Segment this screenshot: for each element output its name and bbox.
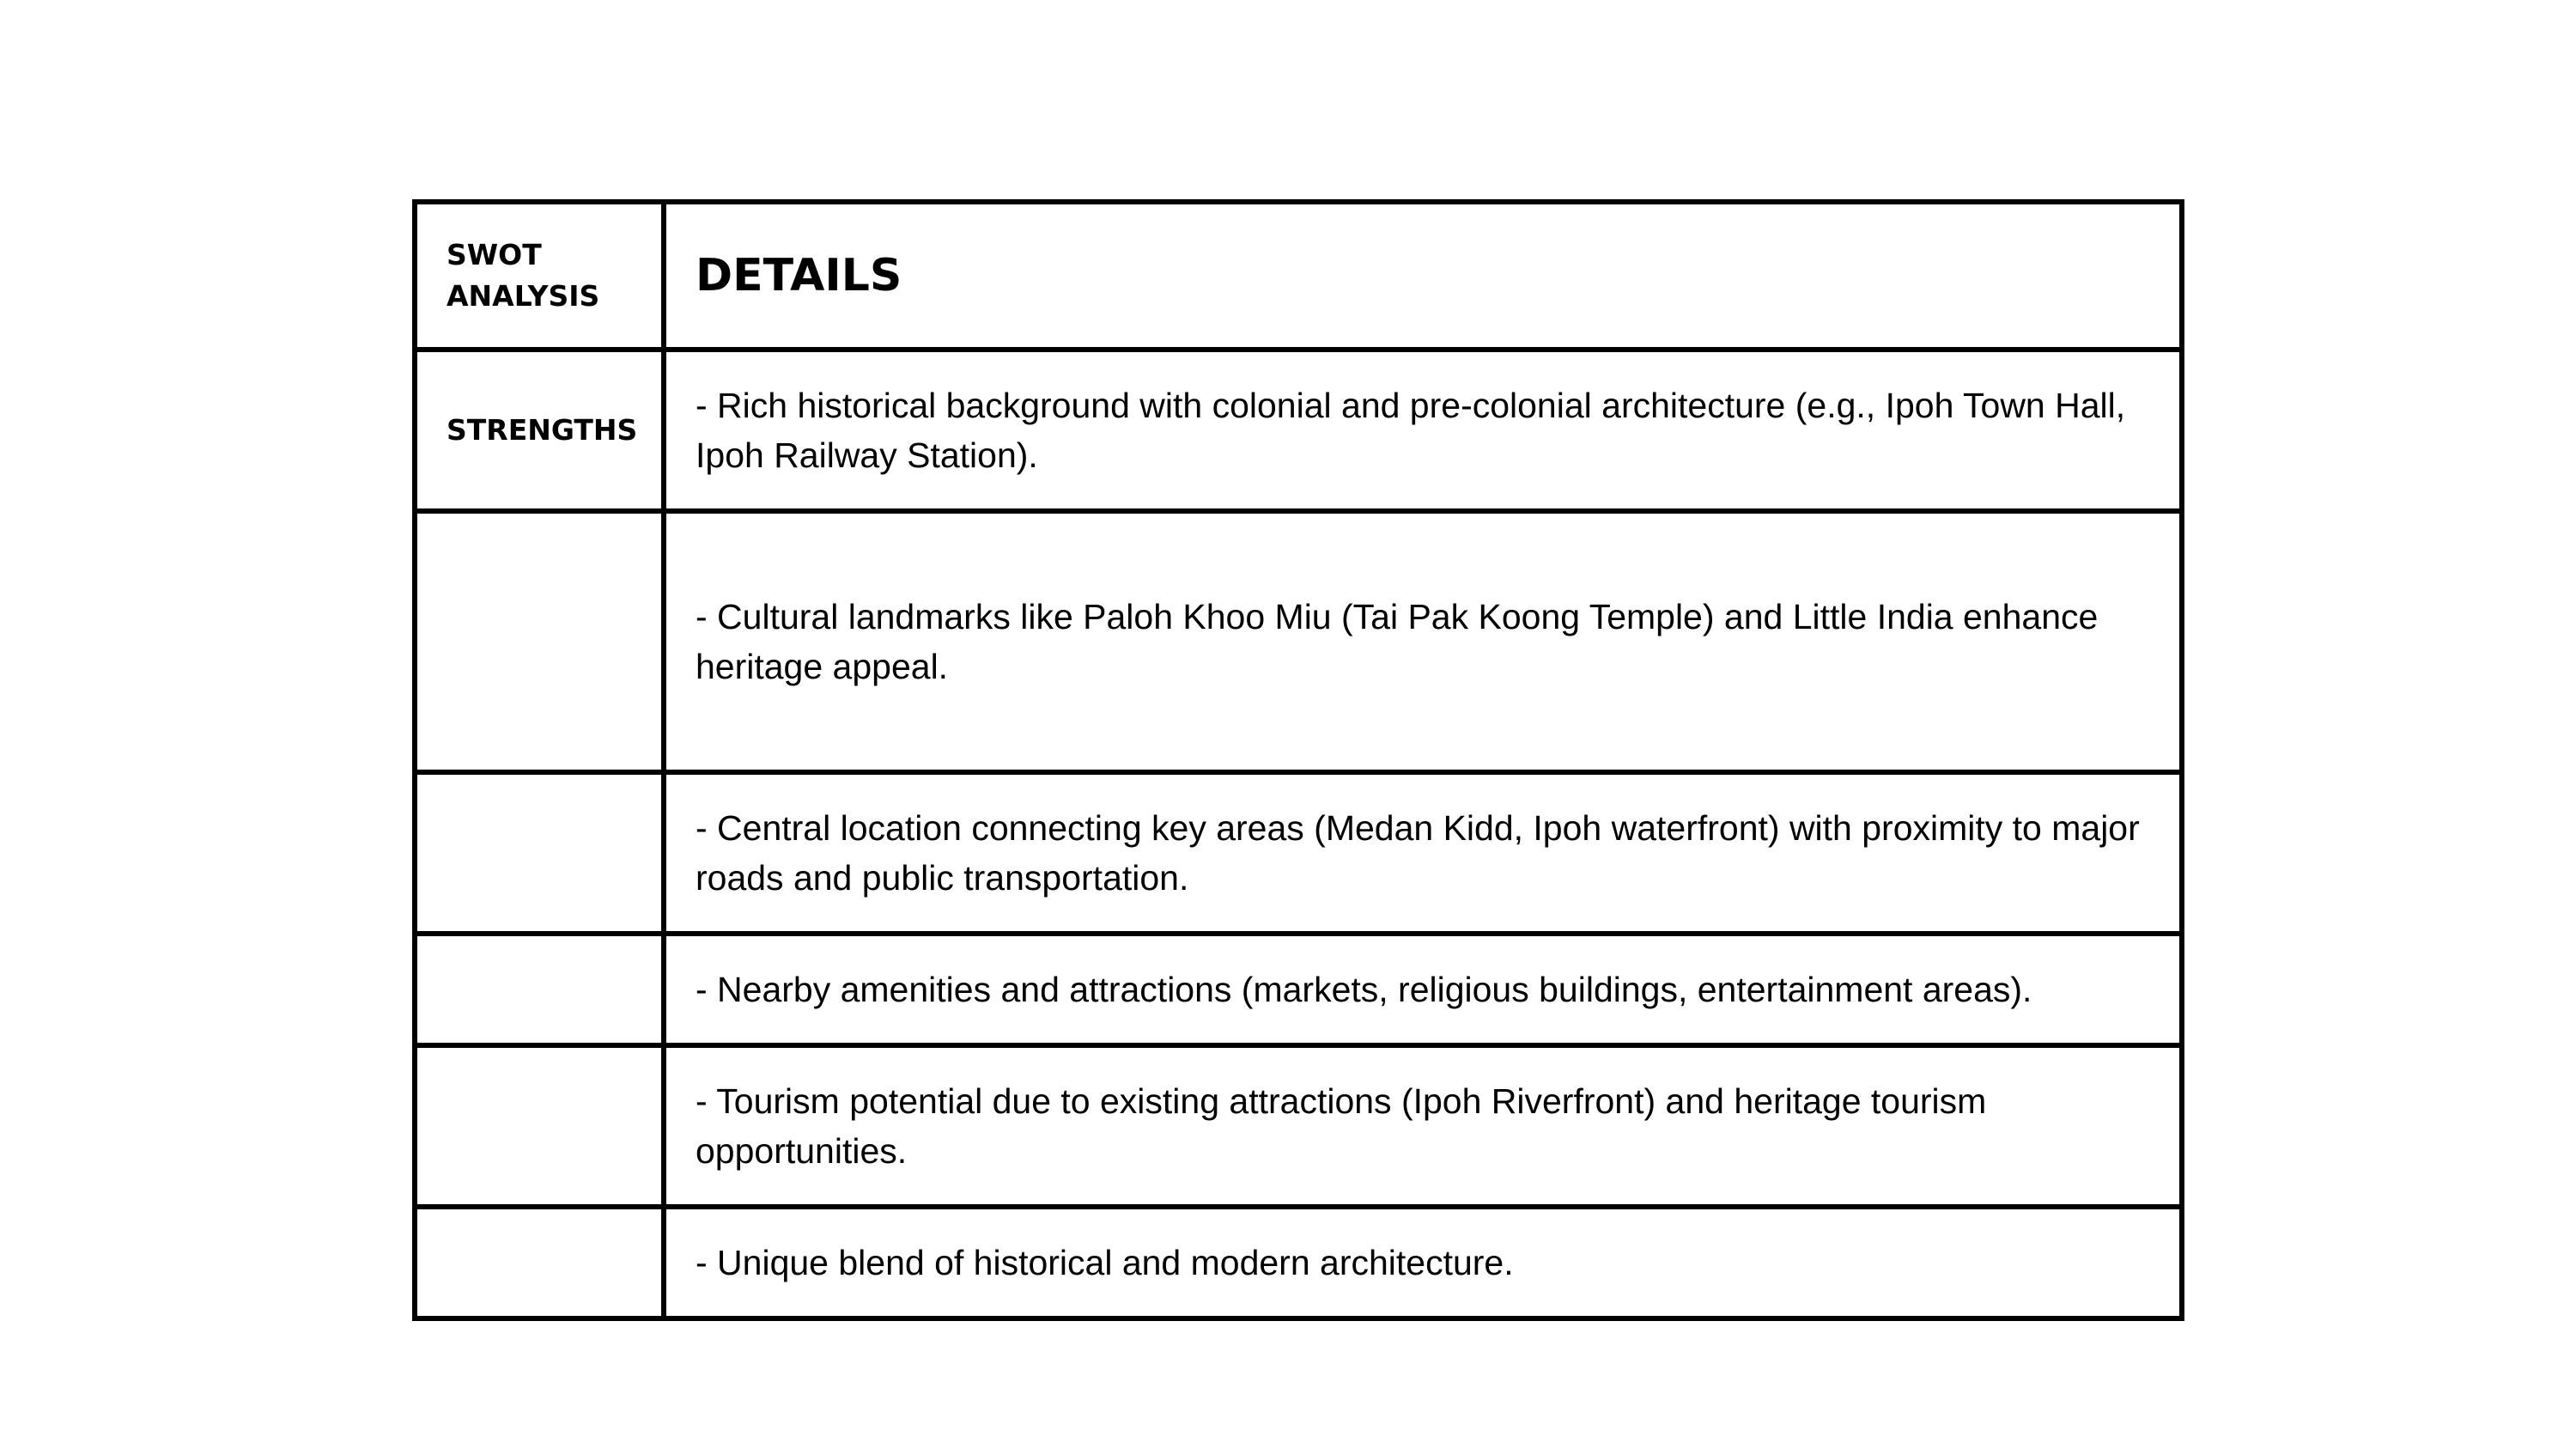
table-row [415, 511, 2182, 772]
row-label [415, 934, 664, 1045]
row-detail: - Nearby amenities and attractions (markets, religious buildings, entertainment areas). [664, 934, 2182, 1045]
table-row [415, 350, 2182, 511]
row-label: STRENGTHS [415, 350, 664, 511]
swot-table [412, 199, 2184, 1321]
table-header-row [415, 202, 2182, 350]
row-detail: - Tourism potential due to existing attractions (Ipoh Riverfront) and heritage tourism opportunities. [664, 1045, 2182, 1207]
table-row [415, 1045, 2182, 1207]
row-label [415, 511, 664, 772]
table-row [415, 1207, 2182, 1318]
row-label [415, 772, 664, 934]
row-label [415, 1207, 664, 1318]
header-details: DETAILS [664, 202, 2182, 350]
row-detail: - Rich historical background with colonial and pre-colonial architecture (e.g., Ipoh Town Hall, Ipoh Railway Station). [664, 350, 2182, 511]
row-detail: - Central location connecting key areas (Medan Kidd, Ipoh waterfront) with proximity to major roads and public transportation. [664, 772, 2182, 934]
row-detail: - Cultural landmarks like Paloh Khoo Miu (Tai Pak Koong Temple) and Little India enhance heritage appeal. [664, 511, 2182, 772]
table-row [415, 934, 2182, 1045]
row-label [415, 1045, 664, 1207]
header-swot-analysis: SWOT ANALYSIS [415, 202, 664, 350]
table-row [415, 772, 2182, 934]
row-detail: - Unique blend of historical and modern architecture. [664, 1207, 2182, 1318]
